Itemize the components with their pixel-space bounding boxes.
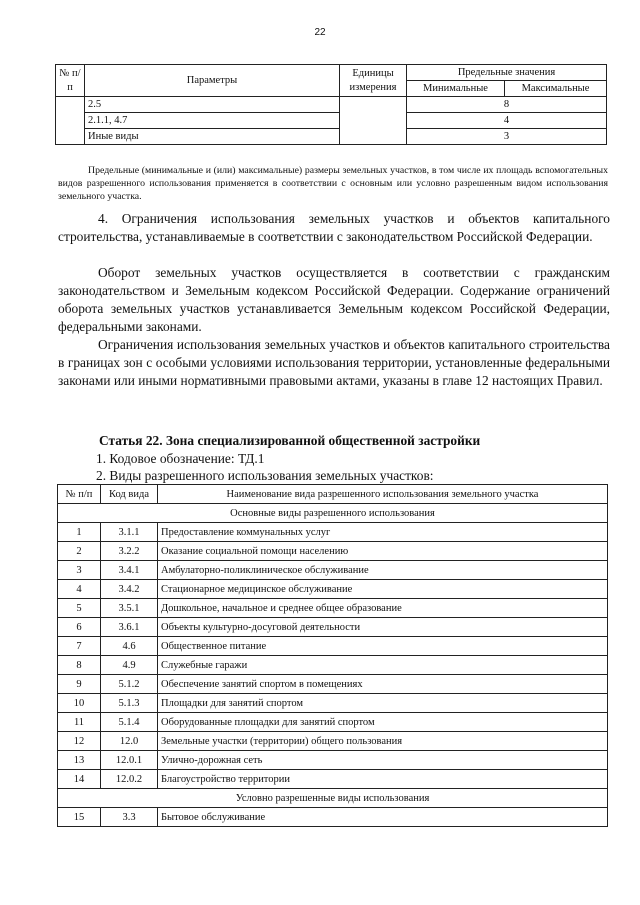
row-num: 15	[58, 808, 101, 827]
param-cell: Иные виды	[85, 129, 340, 145]
item-code: 1. Кодовое обозначение: ТД.1	[96, 451, 265, 466]
row-name: Благоустройство территории	[158, 770, 608, 789]
row-code: 3.1.1	[101, 523, 158, 542]
row-num: 11	[58, 713, 101, 732]
table-row	[58, 542, 608, 561]
row-name: Объекты культурно-досуговой деятельности	[158, 618, 608, 637]
row-code: 3.2.2	[101, 542, 158, 561]
table-row	[58, 580, 608, 599]
row-name: Площадки для занятий спортом	[158, 694, 608, 713]
row-name: Оказание социальной помощи населению	[158, 542, 608, 561]
row-name: Амбулаторно-поликлиническое обслуживание	[158, 561, 608, 580]
table-row	[58, 523, 608, 542]
header-num: № п/п	[56, 65, 85, 97]
paragraph-restrictions: 4. Ограничения использования земельных участков и объектов капитального строительства, устанавливаемые в соответствии с законодательством Российской Федерации.	[58, 211, 610, 244]
row-name: Стационарное медицинское обслуживание	[158, 580, 608, 599]
table-row	[58, 770, 608, 789]
row-num: 14	[58, 770, 101, 789]
header-code: Код вида	[101, 485, 158, 504]
row-code: 3.6.1	[101, 618, 158, 637]
row-name: Земельные участки (территории) общего пользования	[158, 732, 608, 751]
row-code: 4.9	[101, 656, 158, 675]
row-num: 13	[58, 751, 101, 770]
units-cell	[340, 97, 407, 145]
table-row	[58, 561, 608, 580]
table-row	[56, 97, 607, 113]
paragraph-turnover: Оборот земельных участков осуществляется в соответствии с гражданским законодательством и Земельным кодексом Российской Федерации. Содержание ограничений оборота земельных участков устанавливается Земельным кодексом Российской Федерации, федеральными законами.	[58, 265, 610, 334]
row-name: Улично-дорожная сеть	[158, 751, 608, 770]
table-row	[58, 675, 608, 694]
row-code: 5.1.2	[101, 675, 158, 694]
item-uses: 2. Виды разрешенного использования земельных участков:	[96, 468, 434, 483]
row-name: Служебные гаражи	[158, 656, 608, 675]
limits-table	[55, 64, 607, 145]
table-row	[56, 129, 607, 145]
table-row	[58, 808, 608, 827]
row-code: 3.3	[101, 808, 158, 827]
table-row	[56, 113, 607, 129]
article-heading: Статья 22. Зона специализированной общественной застройки	[99, 433, 481, 448]
row-num: 2	[58, 542, 101, 561]
row-code: 3.5.1	[101, 599, 158, 618]
row-num: 10	[58, 694, 101, 713]
page-number: 22	[314, 27, 326, 38]
row-num: 3	[58, 561, 101, 580]
row-code: 5.1.3	[101, 694, 158, 713]
table-row	[58, 694, 608, 713]
row-name: Дошкольное, начальное и среднее общее образование	[158, 599, 608, 618]
row-num: 1	[58, 523, 101, 542]
value-cell: 4	[407, 113, 607, 129]
section-conditional: Условно разрешенные виды использования	[58, 789, 608, 808]
section-main: Основные виды разрешенного использования	[58, 504, 608, 523]
row-name: Предоставление коммунальных услуг	[158, 523, 608, 542]
header-min: Минимальные	[407, 81, 505, 97]
table-row	[58, 599, 608, 618]
num-cell	[56, 97, 85, 145]
row-num: 6	[58, 618, 101, 637]
header-limits: Предельные значения	[407, 65, 607, 81]
value-cell: 8	[407, 97, 607, 113]
table-row	[58, 751, 608, 770]
row-num: 9	[58, 675, 101, 694]
param-cell: 2.1.1, 4.7	[85, 113, 340, 129]
permitted-uses-table	[57, 484, 608, 827]
row-num: 7	[58, 637, 101, 656]
row-code: 12.0	[101, 732, 158, 751]
row-num: 4	[58, 580, 101, 599]
table-row	[58, 618, 608, 637]
row-name: Бытовое обслуживание	[158, 808, 608, 827]
table-row	[58, 656, 608, 675]
row-num: 12	[58, 732, 101, 751]
row-num: 5	[58, 599, 101, 618]
table-row	[58, 713, 608, 732]
row-name: Общественное питание	[158, 637, 608, 656]
param-cell: 2.5	[85, 97, 340, 113]
table-row	[58, 732, 608, 751]
row-code: 12.0.2	[101, 770, 158, 789]
row-code: 4.6	[101, 637, 158, 656]
row-code: 3.4.1	[101, 561, 158, 580]
row-num: 8	[58, 656, 101, 675]
row-name: Обеспечение занятий спортом в помещениях	[158, 675, 608, 694]
paragraph-zones: Ограничения использования земельных участков и объектов капитального строительства в границах зон с особыми условиями использования территории, установленные федеральными законами или иными нормативными правовыми актами, указаны в главе 12 настоящих Правил.	[58, 337, 610, 388]
header-max: Максимальные	[505, 81, 607, 97]
table-note: Предельные (минимальные и (или) максимальные) размеры земельных участков, в том числе их площадь вспомогательных видов разрешенного использования применяется в соответствии с основным или условно разрешенным видом использования земельного участка.	[58, 165, 608, 202]
row-name: Оборудованные площадки для занятий спортом	[158, 713, 608, 732]
table-row	[58, 637, 608, 656]
row-code: 5.1.4	[101, 713, 158, 732]
header-units: Единицы измерения	[340, 65, 407, 97]
header-name: Наименование вида разрешенного использования земельного участка	[158, 485, 608, 504]
row-code: 3.4.2	[101, 580, 158, 599]
value-cell: 3	[407, 129, 607, 145]
header-num: № п/п	[58, 485, 101, 504]
header-params: Параметры	[85, 65, 340, 97]
row-code: 12.0.1	[101, 751, 158, 770]
